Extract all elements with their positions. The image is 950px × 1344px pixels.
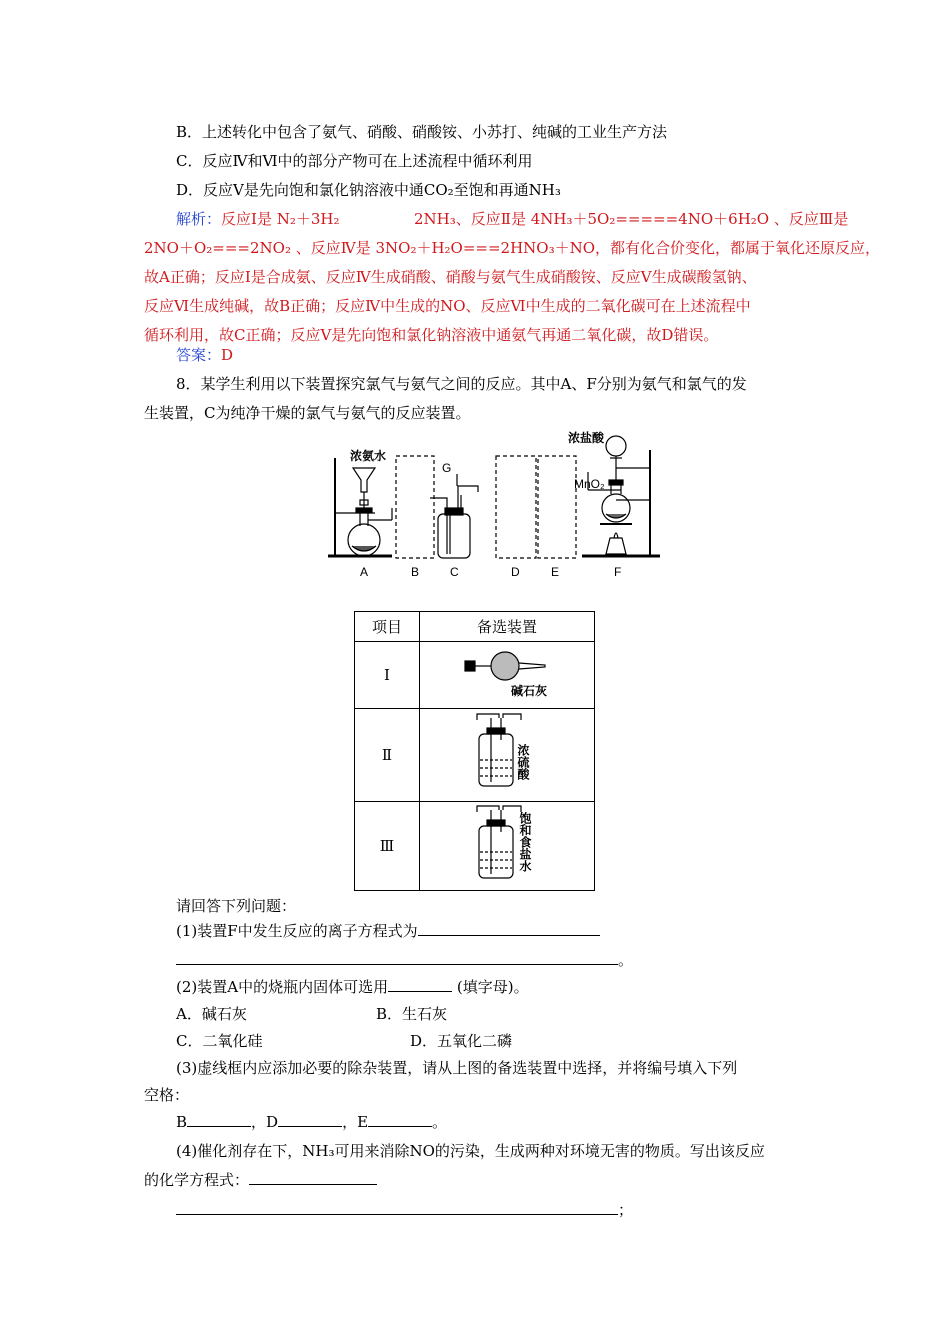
- table-header-row: [355, 612, 595, 642]
- question-2-tail: (填字母)。: [456, 978, 529, 996]
- question-1-cont: [176, 950, 633, 970]
- table-header-item: 项目: [355, 612, 420, 642]
- answer-blank-b[interactable]: [187, 1112, 251, 1127]
- answer-blank-e[interactable]: [368, 1112, 432, 1127]
- question-3-line-2: 空格：: [144, 1086, 190, 1104]
- reagent-1: 碱石灰: [511, 684, 548, 698]
- answer-label: 答案：: [176, 346, 222, 364]
- label-mno2: MnO₂: [574, 477, 605, 491]
- analysis-line-1b: 2NH₃、反应Ⅱ是 4NH₃＋5O₂=====4NO＋6H₂O 、反应Ⅲ是: [414, 210, 849, 228]
- q8-line-2: 生装置，C为纯净干燥的氯气与氨气的反应装置。: [144, 404, 471, 422]
- blank-b-label: B: [176, 1113, 188, 1131]
- label-e: E: [551, 565, 560, 579]
- label-b: B: [411, 565, 420, 579]
- device-cell-3: [420, 802, 595, 891]
- answer-blank-2[interactable]: [388, 977, 452, 992]
- question-3-line-1: (3)虚线框内应添加必要的除杂装置，请从上图的备选装置中选择，并将编号填入下列: [176, 1059, 738, 1077]
- questions-intro: 请回答下列问题：: [176, 897, 297, 915]
- q2-option-d: D．五氧化二磷: [410, 1032, 513, 1050]
- q2-option-a: A．碱石灰: [176, 1005, 247, 1023]
- analysis-line-2: 2NO＋O₂===2NO₂ 、反应Ⅳ是 3NO₂＋H₂O===2HNO₃＋NO，都有化合价变化，都属于氧化还原反应，: [144, 239, 881, 257]
- question-1-text: (1)装置F中发生反应的离子方程式为: [176, 922, 418, 940]
- question-4-end: ；: [618, 1201, 634, 1219]
- device-cell-1: [420, 642, 595, 709]
- question-2-text: (2)装置A中的烧瓶内固体可选用: [176, 978, 389, 996]
- answer-blank-4a[interactable]: [249, 1170, 377, 1185]
- label-a: A: [360, 565, 369, 579]
- label-d: D: [511, 565, 520, 579]
- table-row: [355, 709, 595, 802]
- answer-value: D: [221, 346, 234, 364]
- question-4-line-3: [176, 1200, 633, 1220]
- label-conc-ammonia: 浓氨水: [350, 449, 387, 463]
- table-row: [355, 802, 595, 891]
- row-id-3: Ⅲ: [355, 802, 420, 891]
- answer-line: [176, 345, 233, 365]
- answer-blank-1a[interactable]: [418, 921, 600, 936]
- table-header-device: 备选装置: [420, 612, 595, 642]
- blank-e-label: ，E: [342, 1113, 369, 1131]
- question-3-blanks: [176, 1112, 447, 1132]
- option-table: [354, 611, 595, 891]
- label-g: G: [442, 461, 452, 475]
- question-4-line-2: [144, 1170, 377, 1190]
- row-id-1: Ⅰ: [355, 642, 420, 709]
- reagent-3: 饱和食盐水: [518, 812, 532, 872]
- question-2: [176, 977, 529, 997]
- table-row: [355, 642, 595, 709]
- gas-wash-bottle-icon: [447, 710, 567, 796]
- blank-d-label: ，D: [251, 1113, 279, 1131]
- apparatus-figure: [320, 428, 665, 586]
- label-c: C: [450, 565, 459, 579]
- option-b: B．上述转化中包含了氨气、硝酸、硝酸铵、小苏打、纯碱的工业生产方法: [176, 123, 668, 141]
- analysis-line-1a: [176, 209, 340, 229]
- answer-blank-4b[interactable]: [176, 1200, 618, 1215]
- question-1: [176, 921, 600, 941]
- label-f: F: [614, 565, 622, 579]
- blank-end: 。: [432, 1113, 448, 1131]
- answer-blank-1b[interactable]: [176, 950, 618, 965]
- answer-blank-d[interactable]: [278, 1112, 342, 1127]
- option-d: D．反应Ⅴ是先向饱和氯化钠溶液中通CO₂至饱和再通NH₃: [176, 181, 561, 199]
- option-c: C．反应Ⅳ和Ⅵ中的部分产物可在上述流程中循环利用: [176, 152, 533, 170]
- analysis-line-3: 故A正确；反应Ⅰ是合成氨、反应Ⅳ生成硝酸、硝酸与氨气生成硝酸铵、反应Ⅴ生成碳酸氢钠、: [144, 268, 757, 286]
- reagent-2: 浓硫酸: [516, 744, 530, 780]
- row-id-2: Ⅱ: [355, 709, 420, 802]
- analysis-line-4: 反应Ⅵ生成纯碱，故B正确；反应Ⅳ中生成的NO、反应Ⅵ中生成的二氧化碳可在上述流程中: [144, 297, 751, 315]
- device-cell-2: [420, 709, 595, 802]
- analysis-line-5: 循环利用，故C正确；反应Ⅴ是先向饱和氯化钠溶液中通氨气再通二氧化碳，故D错误。: [144, 326, 719, 344]
- q2-option-b: B．生石灰: [376, 1005, 448, 1023]
- analysis-text: 反应Ⅰ是 N₂＋3H₂: [221, 210, 340, 228]
- question-4-text: 的化学方程式：: [144, 1171, 250, 1189]
- gas-wash-bottle-icon: [447, 802, 567, 886]
- analysis-label: 解析：: [176, 210, 222, 228]
- drying-tube-icon: [447, 643, 567, 703]
- q8-line-1: 8．某学生利用以下装置探究氯气与氨气之间的反应。其中A、F分别为氨气和氯气的发: [176, 375, 747, 393]
- label-conc-hcl: 浓盐酸: [568, 431, 605, 445]
- question-1-end: 。: [618, 951, 634, 969]
- q2-option-c: C．二氧化硅: [176, 1032, 263, 1050]
- question-4-line-1: (4)催化剂存在下，NH₃可用来消除NO的污染，生成两种对环境无害的物质。写出该反应: [176, 1142, 765, 1160]
